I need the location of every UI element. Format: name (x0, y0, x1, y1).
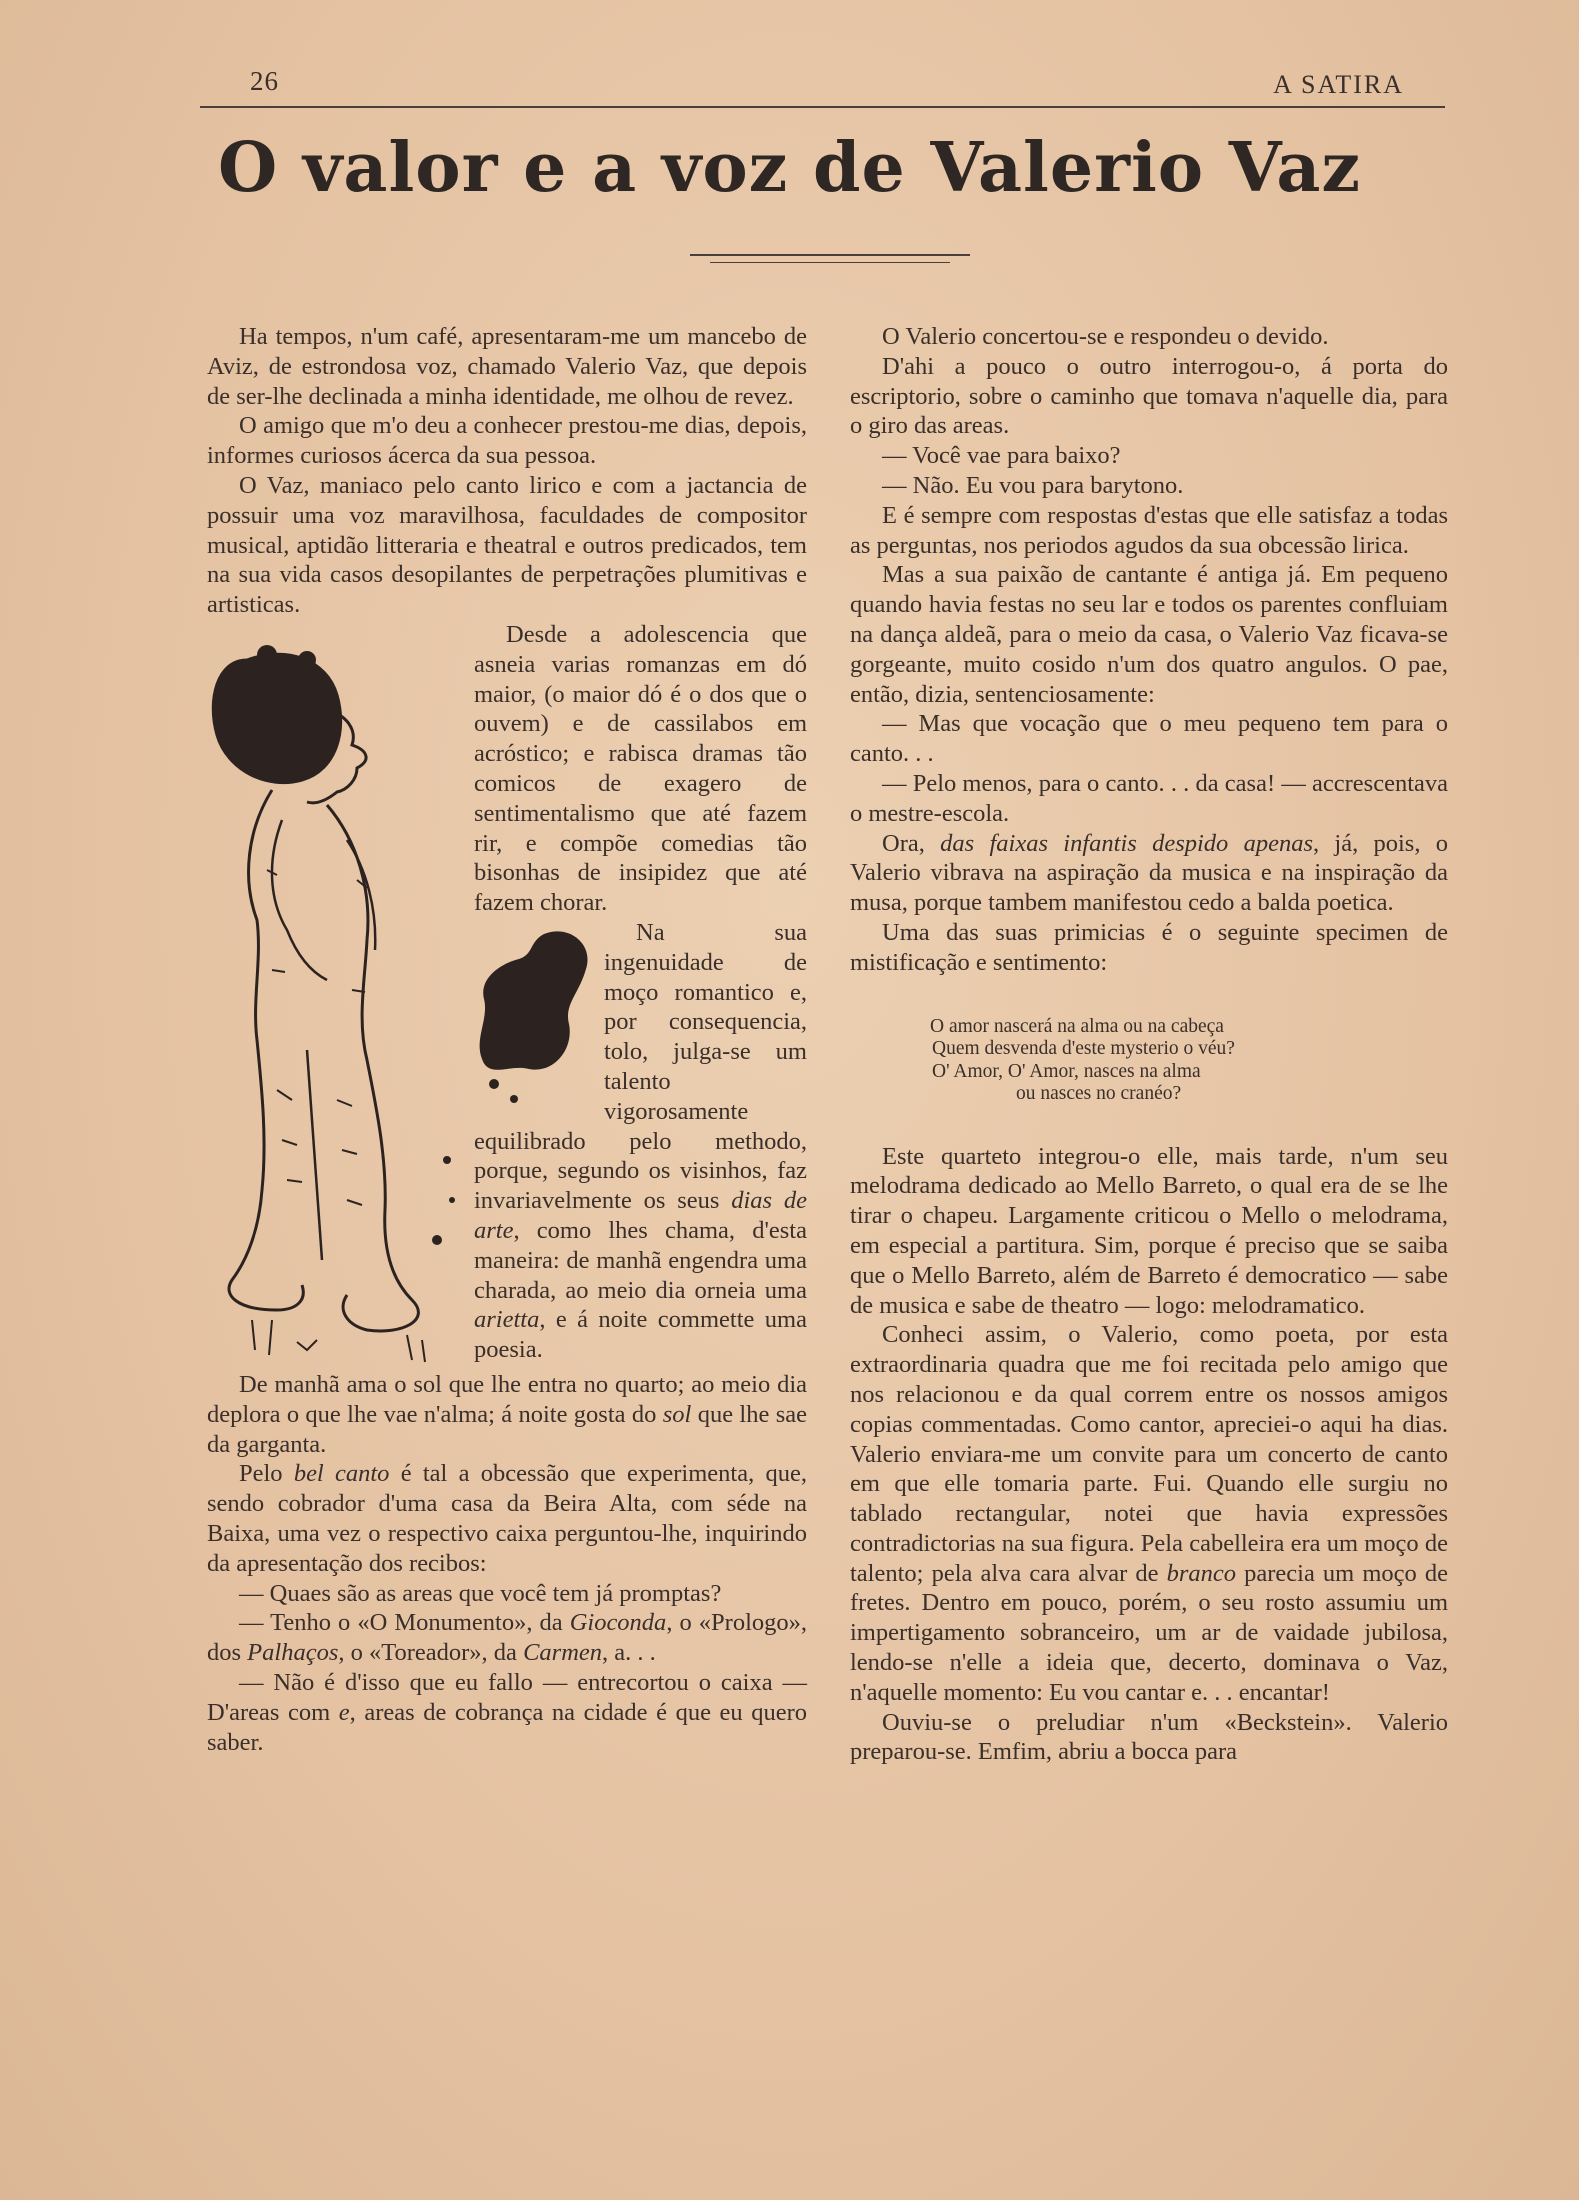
paragraph: Pelo bel canto é tal a obcessão que experimenta, que, sendo cobrador d'uma casa da Beira Alta, com séde na Baixa, uma vez o respectivo caixa perguntou-lhe, inquirindo da apresentação dos recibos: (207, 1460, 807, 1577)
paragraph: Conheci assim, o Valerio, como poeta, por esta extraordinaria quadra que me foi recitada pelo amigo que nos relacionou e da qual correm entre os nossos amigos copias commentadas. Como cantor, apreciei-o aqui ha dias. Valerio enviara-me um convite para um concerto de canto em que elle tomaria parte. Fui. Quando elle surgiu no tablado rectangular, notei que havia expressões contradictorias na sua figura. Pela cabelleira era um moço de talento; pela alva cara alvar de branco parecia um moço de fretes. Dentro em pouco, porém, o seu rosto assumiu um impertigamento sobranceiro, um ar de vaidade jubilosa, lendo-se n'elle a ideia que, decerto, dominava o Vaz, n'aquelle momento: Eu vou cantar e. . . encantar! (850, 1321, 1448, 1706)
paragraph: Ora, das faixas infantis despido apenas, já, pois, o Valerio vibrava na aspiração da musica e na inspiração da musa, porque tambem manifestou cedo a balda poetica. (850, 829, 1448, 917)
paragraph: O Valerio concertou-se e respondeu o devido. (882, 323, 1329, 350)
article-title: O valor e a voz de Valerio Vaz (217, 128, 1362, 208)
paragraph: E é sempre com respostas d'estas que elle satisfaz a todas as perguntas, nos periodos agudos da sua obcessão lirica. (850, 501, 1448, 559)
dialogue-line: — Não é d'isso que eu fallo — entrecortou o caixa — D'areas com e, areas de cobrança na cidade é que eu quero saber. (207, 1668, 807, 1756)
paragraph: Mas a sua paixão de cantante é antiga já. Em pequeno quando havia festas no seu lar e todos os parentes confluiam na dança aldeã, para o meio da casa, o Valerio Vaz ficava-se gorgeante, muito cosido n'um dos quatro angulos. O pae, então, dizia, sentenciosamente: (850, 561, 1448, 708)
paragraph: D'ahi a pouco o outro interrogou-o, á porta do escriptorio, sobre o caminho que tomava n'aquelle dia, para o giro das areas. (850, 352, 1448, 440)
left-column (207, 322, 807, 1757)
paragraph: De manhã ama o sol que lhe entra no quarto; ao meio dia deplora o que lhe vae n'alma; á noite gosta do sol que lhe sae da garganta. (207, 1370, 807, 1458)
poem-line: Quem desvenda d'este mysterio o véu? (932, 1038, 1235, 1060)
dialogue-line: — Quaes são as areas que você tem já promptas? (239, 1579, 722, 1607)
title-rule (690, 254, 970, 256)
dialogue-line: — Tenho o «O Monumento», da Gioconda, o «Prologo», dos Palhaços, o «Toreador», da Carmen, a. . . (207, 1609, 807, 1667)
paragraph: Na sua ingenuidade de moço romantico e, por consequencia, tolo, julga-se um talento vigorosamente equilibrado pelo methodo, porque, segundo os visinhos, faz invariavelmente os seus dias de arte, como lhes chama, d'esta maneira: de manhã engendra uma charada, ao meio dia orneia uma arietta, e á noite commette uma poesia. (474, 918, 807, 1364)
paragraph: Este quarteto integrou-o elle, mais tarde, n'um seu melodrama dedicado ao Mello Barreto, o qual era de se lhe tirar o chapeu. Largamente criticou o Mello o melodrama, em especial a partitura. Sim, porque é preciso que se saiba que o Mello Barreto, além de Barreto é democratico — sabe de musica e sabe de theatro — logo: melodramatico. (850, 1142, 1448, 1319)
poem-line: O amor nascerá na alma ou na cabeça (930, 1015, 1224, 1037)
poem (930, 1016, 1448, 1106)
right-column (850, 322, 1448, 1767)
boy-standing-illustration-icon (207, 620, 462, 1370)
running-head: A SATIRA (1273, 70, 1404, 99)
poem-line: O' Amor, O' Amor, nasces na alma (932, 1060, 1201, 1082)
dialogue-line: — Mas que vocação que o meu pequeno tem para o canto. . . (850, 710, 1448, 768)
paragraph: O Vaz, maniaco pelo canto lirico e com a jactancia de possuir uma voz maravilhosa, faculdades de compositor musical, aptidão litteraria e theatral e outros predicados, tem na sua vida casos desopilantes de perpetrações plumitivas e artisticas. (207, 471, 807, 619)
header-rule (200, 106, 1445, 108)
paragraph: Desde a adolescencia que asneia varias romanzas em dó maior, (o maior dó é o dos que o ouvem) e de cassilabos em acróstico; e rabisca dramas tão comicos de exagero de sentimentalismo que até fazem rir, e compõe comedias tão bisonhas de insipidez que até fazem chorar. (474, 620, 807, 917)
paragraph: O amigo que m'o deu a conhecer prestou-me dias, depois, informes curiosos ácerca da sua pessoa. (207, 412, 807, 470)
paragraph: Ha tempos, n'um café, apresentaram-me um mancebo de Aviz, de estrondosa voz, chamado Valerio Vaz, que depois de ser-lhe declinada a minha identidade, me olhou de revez. (207, 323, 807, 410)
paragraph: Uma das suas primicias é o seguinte specimen de mistificação e sentimento: (850, 918, 1448, 976)
title-rule-secondary (710, 262, 950, 263)
dialogue-line: — Você vae para baixo? (882, 442, 1121, 470)
page-number: 26 (250, 66, 279, 96)
dialogue-line: — Pelo menos, para o canto. . . da casa! — accrescentava o mestre-escola. (850, 769, 1448, 827)
dialogue-line: — Não. Eu vou para barytono. (882, 471, 1184, 499)
paragraph: Ouviu-se o preludiar n'um «Beckstein». Valerio preparou-se. Emfim, abriu a bocca para (850, 1708, 1448, 1766)
poem-line: ou nasces no cranéo? (1016, 1083, 1182, 1105)
ink-splotch-icon (474, 924, 594, 1104)
